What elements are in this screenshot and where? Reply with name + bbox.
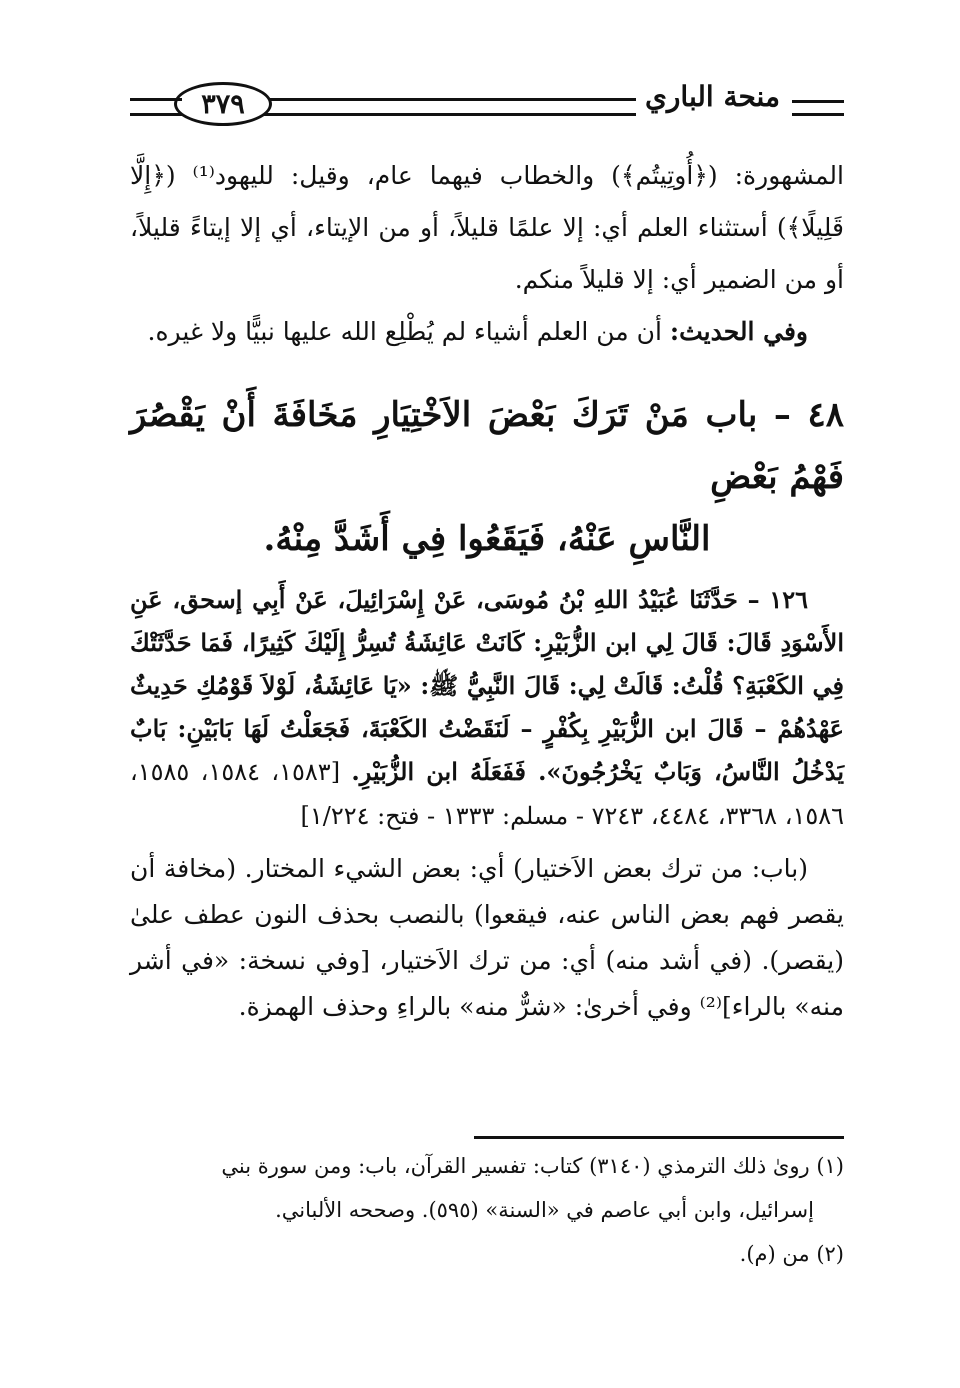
main-text [130, 150, 844, 1030]
hadith-body: ١٢٦ – حَدَّثَنَا عُبَيْدُ اللهِ بْنُ مُوسَى، عَنْ إِسْرَائِيلَ، عَنْ أَبِي إسحق، عَنِ الأَسْوَدِ قَالَ: قَالَ لِي ابن الزُّبَيْرِ: كَانَتْ عَائِشَةُ تُسِرُّ إِلَيْكَ كَثِيرًا، فَمَا حَدَّثَتْكَ فِي الكَعْبَةِ؟ قُلْتُ: قَالَتْ لِي: قَالَ النَّبِيُّ ﷺ: «يَا عَائِشَةُ، لَوْلاَ قَوْمُكِ حَدِيثٌ عَهْدُهُمْ – قَالَ ابن الزُّبَيْرِ بِكُفْرٍ – لَنَقَضْتُ الكَعْبَةَ، فَجَعَلْتُ لَهَا بَابَيْنِ: بَابٌ يَدْخُلُ النَّاسُ، وَبَابٌ يَخْرُجُونَ». فَفَعَلَهُ ابن الزُّبَيْرِ. [130, 585, 845, 786]
running-title: منحة الباري [644, 80, 780, 113]
chapter-heading-line-2: النَّاسِ عَنْهُ، فَيَقَعُوا فِي أَشَدَّ مِنْهُ. [263, 519, 711, 559]
footnotes [130, 1144, 844, 1276]
spacer [130, 838, 844, 846]
header-ornament-right [792, 100, 844, 116]
footnote-1-continued: إسرائيل، وابن أبي عاصم في «السنة» (٥٩٥). وصححه الألباني. [275, 1198, 814, 1222]
paragraph-2-text: أن من العلم أشياء لم يُطْلِع الله عليها نبيًّا ولا غيره. [147, 317, 670, 346]
hadith-references: [١٥٨٣، ١٥٨٤، ١٥٨٥، ١٥٨٦، ٣٣٦٨، ٤٤٨٤، ٧٢٤٣ - مسلم: ١٣٣٣ - فتح: ١/٢٢٤] [130, 758, 844, 830]
footnote-2: (٢) من (م). [739, 1242, 844, 1266]
paragraph-2 [130, 306, 844, 358]
paragraph-2-lead: وفي الحديث: [669, 317, 808, 346]
footnote-rule [474, 1136, 844, 1139]
page-number: ٣٧٩ [174, 82, 272, 126]
page-header [130, 78, 844, 130]
header-ornament-left [130, 98, 182, 116]
commentary: (باب: من ترك بعض الاَختيار) أي: بعض الشيء المختار. (مخافة أن يقصر فهم بعض الناس عنه، فيقعوا) بالنصب بحذف النون عطف علىٰ (يقصر). (في أشد منه) أي: من ترك الاَختيار، [وفي نسخة: «في أشر منه» بالراء]⁽²⁾ وفي أخرىٰ: «شرٌّ منه» بالراءِ وحذف الهمزة. [130, 854, 844, 1021]
paragraph-1: المشهورة: (﴿أُوتِيتُم﴾) والخطاب فيهما عام، وقيل: لليهود⁽¹⁾ (﴿إِلَّا قَلِيلًا﴾) أستثناء العلم أي: إلا علمًا قليلاً، أو من الإيتاء، أي إلا إيتاءً قليلاً، أو من الضمير أي: إلا قليلاً منكم. [130, 161, 844, 294]
chapter-heading [130, 384, 844, 570]
header-rule [260, 98, 636, 116]
hadith-text [130, 578, 844, 838]
footnote-1: (١) رویٰ ذلك الترمذي (٣١٤٠) كتاب: تفسير القرآن، باب: ومن سورة بني [221, 1154, 844, 1178]
chapter-heading-line-1: ٤٨ – باب مَنْ تَرَكَ بَعْضَ الاَخْتِيَارِ مَخَافَةَ أَنْ يَقْصُرَ فَهْمُ بَعْضِ [130, 395, 844, 497]
